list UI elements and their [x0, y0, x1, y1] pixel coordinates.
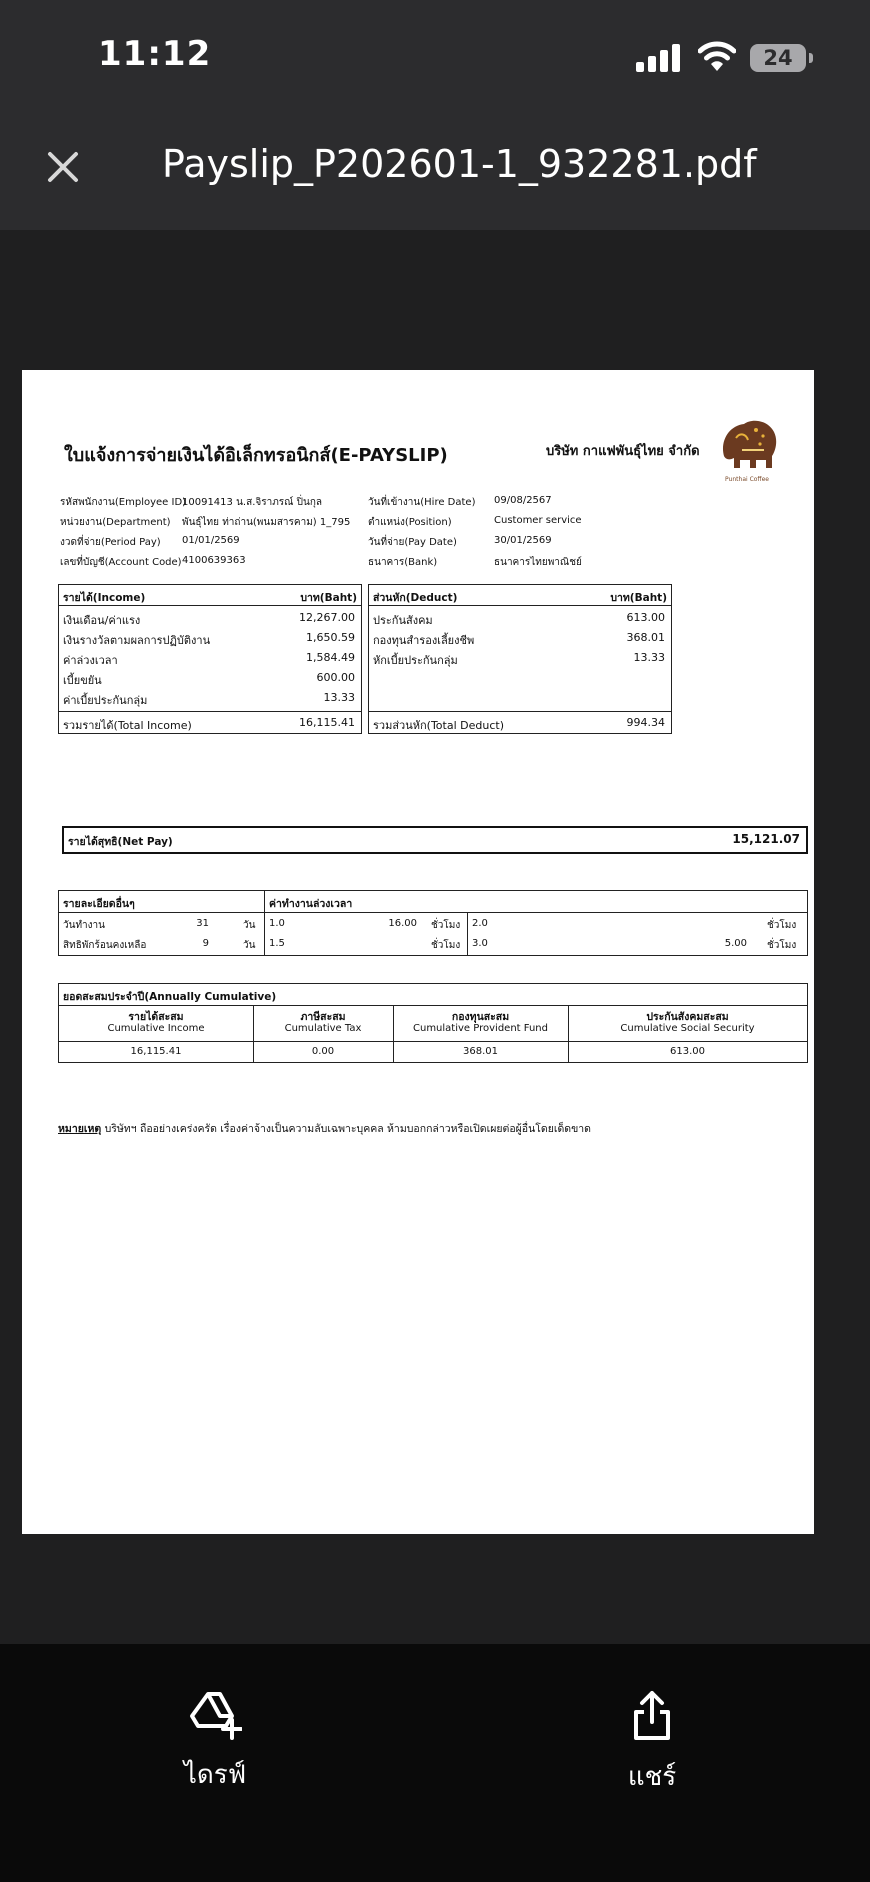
info-label: หน่วยงาน(Department) [60, 517, 171, 528]
net-pay-box [62, 826, 808, 854]
income-label: เงินเดือน/ค่าแรง [63, 614, 141, 627]
info-label: งวดที่จ่าย(Period Pay) [60, 537, 161, 548]
info-label: รหัสพนักงาน(Employee ID) [60, 497, 187, 508]
overtime-header: ค่าทำงานล่วงเวลา [269, 898, 353, 910]
top-bar [0, 0, 870, 230]
income-total-label: รวมรายได้(Total Income) [63, 719, 192, 732]
note-text: บริษัทฯ ถืออย่างเคร่งครัด เรื่องค่าจ้างเป็นความลับเฉพาะบุคคล ห้ามบอกกล่าวหรือเปิดเผยต่อผู้อื่นโดยเด็ดขาด [104, 1123, 591, 1135]
income-label: ค่าล่วงเวลา [63, 654, 118, 667]
add-to-drive-icon [188, 1690, 242, 1740]
info-value: Customer service [494, 515, 582, 526]
cumulative-col-th: ประกันสังคมสะสม [646, 1011, 729, 1023]
cumulative-col-en: Cumulative Social Security [620, 1023, 755, 1034]
hour-unit: ชั่วโมง [431, 940, 461, 951]
income-value: 1,584.49 [306, 651, 355, 664]
ot-rate: 1.5 [269, 938, 285, 949]
drive-button[interactable] [155, 1690, 275, 1795]
income-value: 1,650.59 [306, 631, 355, 644]
deduct-unit: บาท(Baht) [610, 592, 667, 604]
wifi-icon [698, 40, 736, 72]
cumulative-col-value: 613.00 [670, 1046, 705, 1057]
info-value: พันธุ์ไทย ท่าถ่าน(พนมสารคาม) 1_795 [182, 517, 351, 528]
ot-hours: 16.00 [388, 918, 417, 929]
income-label: เบี้ยขยัน [63, 674, 102, 687]
deduct-total-value: 994.34 [626, 716, 665, 729]
income-label: เงินรางวัลตามผลการปฏิบัติงาน [63, 634, 211, 647]
share-label: แชร์ [627, 1762, 677, 1792]
status-time: 11:12 [98, 34, 212, 74]
deduct-value: 613.00 [626, 611, 665, 624]
cumulative-col-en: Cumulative Provident Fund [413, 1023, 548, 1034]
deduct-label: หักเบี้ยประกันกลุ่ม [373, 654, 458, 667]
work-days-value: 31 [196, 918, 209, 929]
info-label: ธนาคาร(Bank) [368, 557, 438, 568]
logo-caption: Punthai Coffee [725, 476, 769, 483]
cumulative-col-en: Cumulative Income [107, 1023, 205, 1034]
income-unit: บาท(Baht) [300, 592, 357, 604]
cumulative-table [58, 983, 808, 1063]
deduct-total-label: รวมส่วนหัก(Total Deduct) [373, 719, 504, 732]
cumulative-col-en: Cumulative Tax [284, 1023, 362, 1034]
info-value: 4100639363 [182, 555, 246, 566]
close-button[interactable] [40, 144, 86, 190]
deduct-label: ประกันสังคม [373, 614, 433, 627]
drive-label: ไดรฟ์ [183, 1760, 247, 1790]
vacation-value: 9 [202, 938, 209, 949]
battery-icon [750, 44, 806, 72]
battery-level: 24 [763, 46, 793, 70]
info-label: วันที่เข้างาน(Hire Date) [368, 497, 476, 508]
income-value: 13.33 [323, 691, 355, 704]
deduct-table [368, 584, 672, 734]
ot-rate: 1.0 [269, 918, 285, 929]
hour-unit: ชั่วโมง [431, 920, 461, 931]
net-pay-label: รายได้สุทธิ(Net Pay) [68, 836, 173, 848]
share-button[interactable] [592, 1690, 712, 1797]
net-pay-value: 15,121.07 [732, 832, 800, 846]
battery-nub [809, 53, 813, 63]
vacation-label: สิทธิพักร้อนคงเหลือ [63, 940, 147, 951]
cumulative-col-value: 16,115.41 [130, 1046, 182, 1057]
ot-hours: 5.00 [724, 938, 747, 949]
info-label: ตำแหน่ง(Position) [368, 517, 452, 528]
elephant-logo-icon [716, 416, 780, 474]
info-label: เลขที่บัญชี(Account Code) [60, 557, 182, 568]
info-value: 30/01/2569 [494, 535, 552, 546]
other-details-table [58, 890, 808, 956]
day-unit: วัน [243, 920, 256, 931]
company-name: บริษัท กาแฟพันธุ์ไทย จำกัด [546, 444, 700, 459]
info-value: 09/08/2567 [494, 495, 552, 506]
note-label: หมายเหตุ [58, 1123, 102, 1135]
share-icon [630, 1690, 674, 1742]
cumulative-header: ยอดสะสมประจำปี(Annually Cumulative) [63, 991, 277, 1003]
hour-unit: ชั่วโมง [767, 920, 797, 931]
deduct-value: 368.01 [626, 631, 665, 644]
note [58, 1120, 591, 1137]
cumulative-col-value: 0.00 [311, 1046, 335, 1057]
bottom-bar [0, 1644, 870, 1882]
income-value: 12,267.00 [299, 611, 355, 624]
cumulative-col-value: 368.01 [463, 1046, 498, 1057]
info-label: วันที่จ่าย(Pay Date) [368, 537, 457, 548]
day-unit: วัน [243, 940, 256, 951]
income-total-value: 16,115.41 [299, 716, 355, 729]
deduct-label: กองทุนสำรองเลี้ยงชีพ [373, 634, 475, 647]
file-title: Payslip_P202601-1_932281.pdf [162, 142, 757, 186]
info-value: 01/01/2569 [182, 535, 240, 546]
cellular-signal-icon [636, 44, 682, 72]
cumulative-col-th: รายได้สะสม [128, 1011, 184, 1023]
info-value: ธนาคารไทยพาณิชย์ [494, 557, 582, 568]
income-value: 600.00 [316, 671, 355, 684]
hour-unit: ชั่วโมง [767, 940, 797, 951]
other-details-header: รายละเอียดอื่นๆ [63, 898, 135, 910]
ot-rate: 3.0 [472, 938, 488, 949]
income-header: รายได้(Income) [63, 592, 146, 604]
ot-rate: 2.0 [472, 918, 488, 929]
deduct-header: ส่วนหัก(Deduct) [373, 592, 458, 604]
income-label: ค่าเบี้ยประกันกลุ่ม [63, 694, 148, 707]
pdf-page[interactable] [22, 370, 814, 1534]
income-table [58, 584, 362, 734]
cumulative-col-th: ภาษีสะสม [300, 1011, 346, 1023]
deduct-value: 13.33 [633, 651, 665, 664]
payslip-title: ใบแจ้งการจ่ายเงินได้อิเล็กทรอนิกส์(E-PAYSLIP) [64, 445, 448, 466]
cumulative-col-th: กองทุนสะสม [451, 1011, 510, 1023]
info-value: 10091413 น.ส.จิราภรณ์ ปิ่นกุล [182, 497, 323, 508]
work-days-label: วันทำงาน [63, 920, 105, 931]
